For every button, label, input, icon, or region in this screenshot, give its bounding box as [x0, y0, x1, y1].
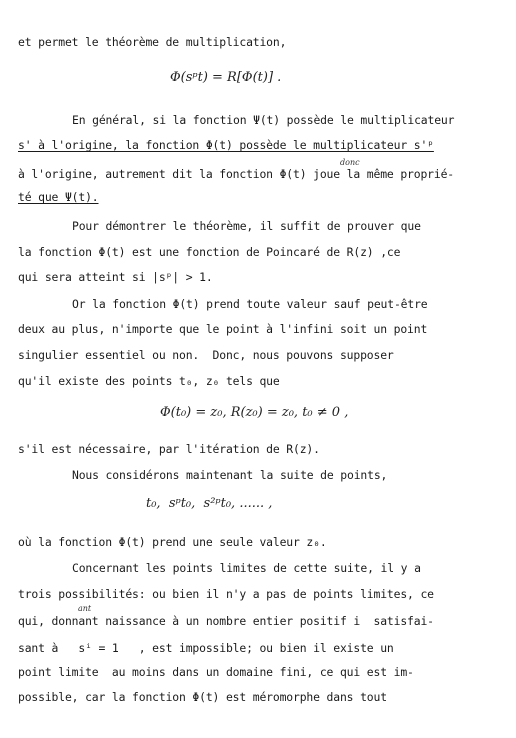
text-line-9: Or la fonction Φ(t) prend toute valeur sauf peut-être — [72, 297, 428, 311]
text-line-3: s' à l'origine, la fonction Φ(t) possède le multiplicateur s'ᵖ — [18, 138, 434, 152]
text-line-15: où la fonction Φ(t) prend une seule valeur z₀. — [18, 535, 327, 549]
text-line-11: singulier essentiel ou non. Donc, nous pouvons supposer — [18, 348, 394, 362]
text-line-21: possible, car la fonction Φ(t) est méromorphe dans tout — [18, 690, 387, 704]
text-line-1: et permet le théorème de multiplication, — [18, 35, 287, 49]
handwritten-insertion-donc: donc — [340, 158, 360, 167]
text-line-8: qui sera atteint si |sᵖ| > 1. — [18, 270, 213, 284]
text-line-13: s'il est nécessaire, par l'itération de R(z). — [18, 442, 320, 456]
equation-fixed-point: Φ(t₀) = z₀, R(z₀) = z₀, t₀ ≠ 0 , — [160, 405, 349, 420]
equation-point-sequence: t₀, sᵖt₀, s²ᵖt₀, ...... , — [146, 496, 273, 511]
text-line-16: Concernant les points limites de cette suite, il y a — [72, 561, 421, 575]
text-line-17: trois possibilités: ou bien il n'y a pas de points limites, ce — [18, 587, 434, 601]
text-line-7: la fonction Φ(t) est une fonction de Poincaré de R(z) ,ce — [18, 245, 401, 259]
text-line-6: Pour démontrer le théorème, il suffit de prouver que — [72, 219, 421, 233]
text-line-18: qui, donnant naissance à un nombre entier positif i satisfai- — [18, 614, 434, 628]
handwritten-insertion-ant: ant — [78, 604, 92, 613]
text-line-2: En général, si la fonction Ψ(t) possède le multiplicateur — [72, 113, 455, 127]
text-line-14: Nous considérons maintenant la suite de points, — [72, 468, 388, 482]
text-line-10: deux au plus, n'importe que le point à l'infini soit un point — [18, 322, 428, 336]
text-line-12: qu'il existe des points t₀, z₀ tels que — [18, 374, 280, 388]
text-line-20: point limite au moins dans un domaine fini, ce qui est im- — [18, 665, 414, 679]
text-line-5: té que Ψ(t). — [18, 190, 99, 204]
text-line-19: sant à sⁱ = 1 , est impossible; ou bien il existe un — [18, 641, 394, 655]
equation-multiplication-theorem: Φ(sᵖt) = R[Φ(t)] . — [170, 70, 282, 85]
text-line-4: à l'origine, autrement dit la fonction Φ(t) joue la même proprié- — [18, 167, 455, 181]
